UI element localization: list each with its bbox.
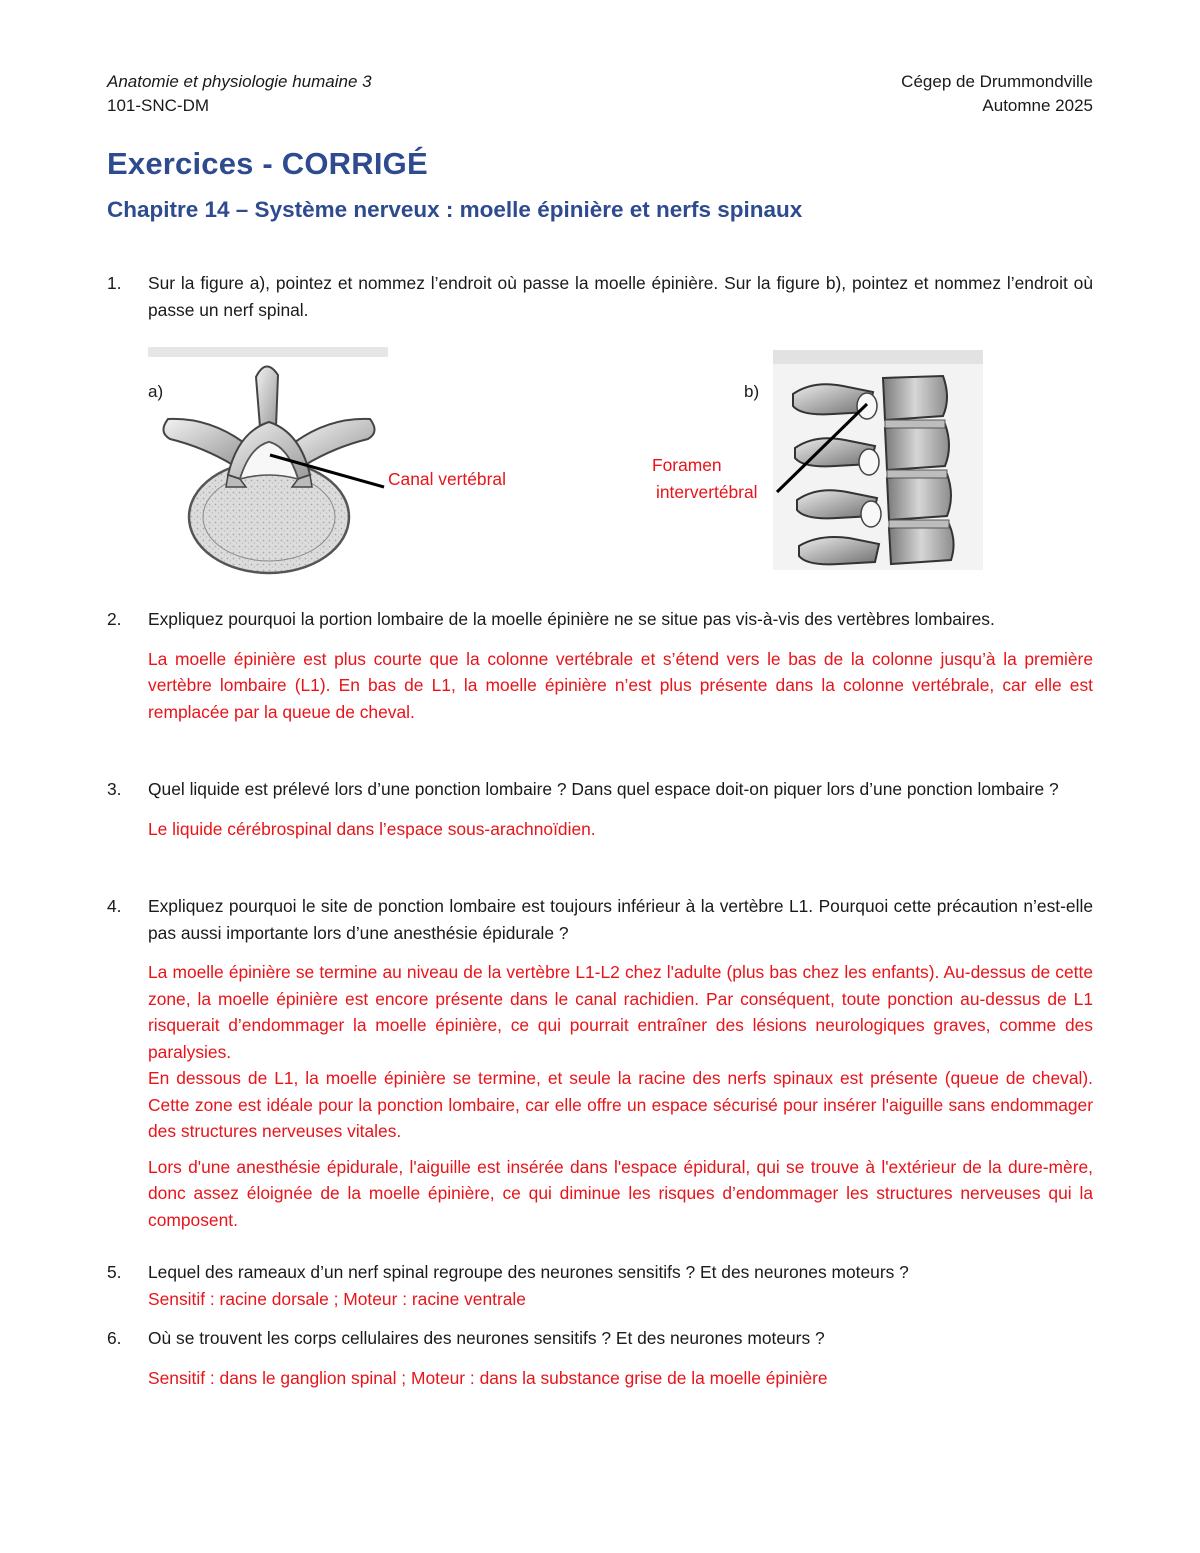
question-number: 6. <box>107 1328 122 1348</box>
course-code: 101-SNC-DM <box>107 96 210 115</box>
question-number: 5. <box>107 1262 122 1282</box>
question-5 <box>107 1259 1093 1312</box>
course-name: Anatomie et physiologie humaine 3 <box>107 72 372 91</box>
answer-text-part-3: Lors d'une anesthésie épidurale, l'aiguille est insérée dans l'espace épidural, qui se trouve à l'extérieur de la dure-mère, donc assez éloignée de la moelle épinière, ce qui diminue les risques d’endommager les structures nerveuses qui la composent. <box>148 1156 1093 1230</box>
figure-b-label: b) <box>744 382 760 401</box>
question-3 <box>107 776 1093 842</box>
question-text: Où se trouvent les corps cellulaires des neurones sensitifs ? Et des neurones moteurs ? <box>148 1328 825 1348</box>
question-number: 3. <box>107 779 122 799</box>
question-number: 4. <box>107 896 122 916</box>
question-1 <box>107 270 1093 323</box>
answer-text: Le liquide cérébrospinal dans l’espace sous-arachnoïdien. <box>148 818 596 839</box>
canal-vertebral-annotation: Canal vertébral <box>388 469 506 489</box>
school-name: Cégep de Drummondville <box>901 72 1093 91</box>
question-number: 1. <box>107 273 122 293</box>
vertebra-superior-view-figure <box>148 347 388 577</box>
answer-text: La moelle épinière est plus courte que la colonne vertébrale et s’étend vers le bas de la colonne jusqu’à la première vertèbre lombaire (L1). En bas de L1, la moelle épinière n’est plus présente dans la colonne vertébrale, car elle est remplacée par la queue de cheval. <box>148 648 1093 722</box>
question-6 <box>107 1325 1093 1391</box>
question-2 <box>107 606 1093 725</box>
question-text: Expliquez pourquoi la portion lombaire de la moelle épinière ne se situe pas vis-à-vis des vertèbres lombaires. <box>148 609 995 629</box>
question-text: Sur la figure a), pointez et nommez l’endroit où passe la moelle épinière. Sur la figure b), pointez et nommez l’endroit où passe un nerf spinal. <box>148 273 1093 320</box>
figure-a-label: a) <box>148 382 164 401</box>
foramen-annotation-line2: intervertébral <box>656 482 758 502</box>
answer-text-part-2: En dessous de L1, la moelle épinière se termine, et seule la racine des nerfs spinaux est présente (queue de cheval). Cette zone est idéale pour la ponction lombaire, car elle offre un espace sécurisé pour insérer l'aiguille sans endommager des structures nerveuses vitales. <box>148 1068 1093 1141</box>
session: Automne 2025 <box>982 96 1093 115</box>
answer-text: Sensitif : racine dorsale ; Moteur : racine ventrale <box>148 1288 526 1309</box>
question-text: Lequel des rameaux d’un nerf spinal regroupe des neurones sensitifs ? Et des neurones moteurs ? <box>148 1262 909 1282</box>
header-left <box>107 70 372 118</box>
question-text: Quel liquide est prélevé lors d’une ponction lombaire ? Dans quel espace doit-on piquer lors d’une ponction lombaire ? <box>148 779 1059 799</box>
answer-text: Sensitif : dans le ganglion spinal ; Moteur : dans la substance grise de la moelle épinière <box>148 1367 828 1388</box>
page-subtitle: Chapitre 14 – Système nerveux : moelle épinière et nerfs spinaux <box>107 197 803 222</box>
answer-text-part-1: La moelle épinière se termine au niveau de la vertèbre L1-L2 chez l'adulte (plus bas chez les enfants). Au-dessus de cette zone, la moelle épinière est encore présente dans le canal rachidien. Par conséquent, toute ponction au-dessus de L1 risquerait d’endommager la moelle épinière, ce qui pourrait entraîner des lésions neurologiques graves, comme des paralysies. <box>148 962 1093 1062</box>
spine-lateral-view-figure <box>773 350 983 570</box>
header-right <box>901 70 1093 118</box>
foramen-annotation-line1: Foramen <box>652 455 722 475</box>
question-4 <box>107 893 1093 1233</box>
page-title: Exercices - CORRIGÉ <box>107 146 428 181</box>
question-text: Expliquez pourquoi le site de ponction lombaire est toujours inférieur à la vertèbre L1. Pourquoi cette précaution n’est-elle pas aussi importante lors d’une anesthésie épidurale ? <box>148 896 1093 943</box>
question-number: 2. <box>107 609 122 629</box>
